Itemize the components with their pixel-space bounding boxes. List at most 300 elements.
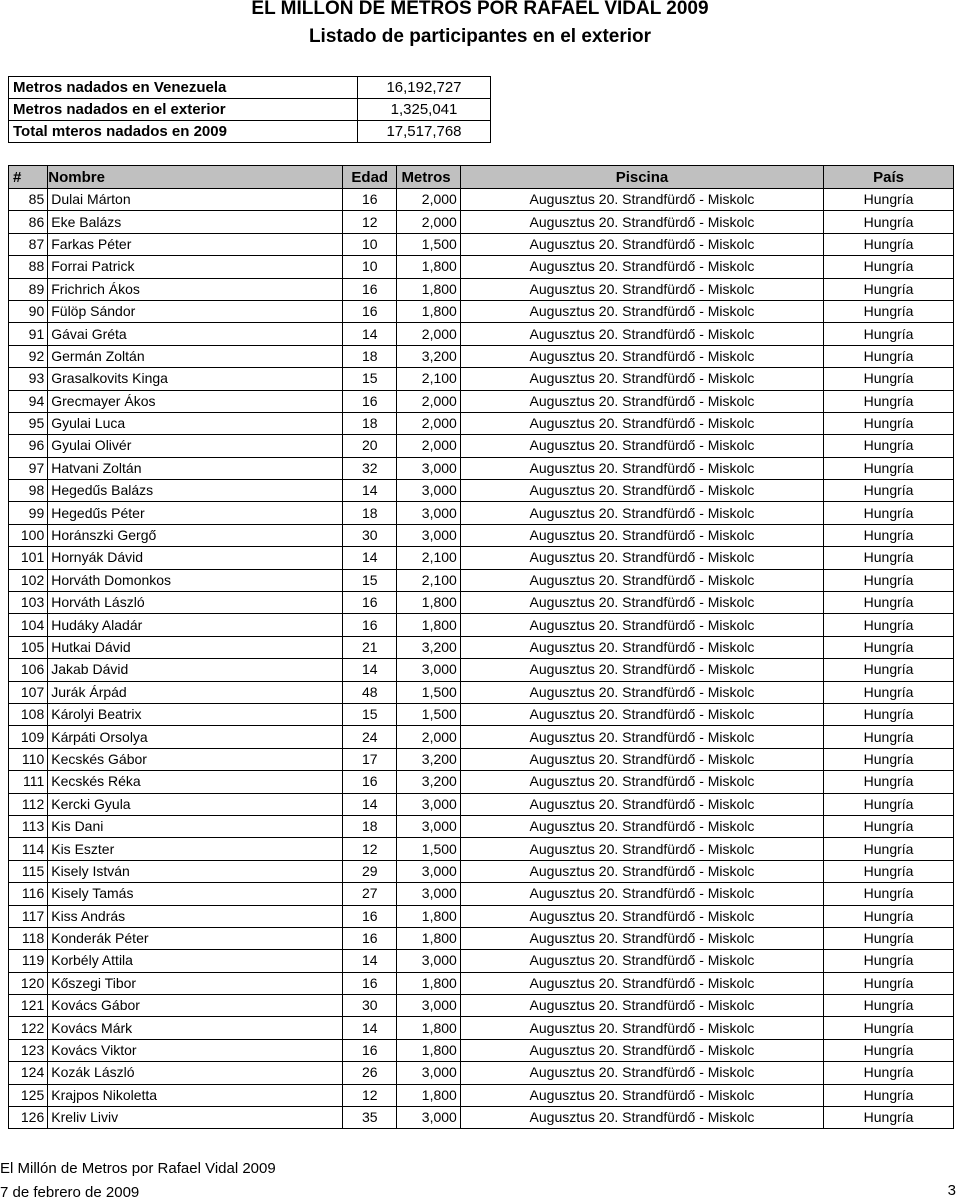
cell-name: Gávai Gréta (48, 323, 343, 345)
table-row (9, 905, 954, 927)
cell-age: 15 (343, 368, 397, 390)
cell-pool: Augusztus 20. Strandfürdő - Miskolc (460, 457, 823, 479)
table-row (9, 838, 954, 860)
cell-age: 15 (343, 569, 397, 591)
cell-meters: 1,500 (397, 681, 460, 703)
table-row (9, 435, 954, 457)
cell-num: 126 (9, 1107, 48, 1129)
table-row (9, 278, 954, 300)
table-row (9, 480, 954, 502)
cell-age: 30 (343, 524, 397, 546)
cell-country: Hungría (824, 883, 954, 905)
cell-num: 101 (9, 547, 48, 569)
cell-age: 16 (343, 278, 397, 300)
cell-age: 18 (343, 502, 397, 524)
cell-pool: Augusztus 20. Strandfürdő - Miskolc (460, 681, 823, 703)
cell-pool: Augusztus 20. Strandfürdő - Miskolc (460, 905, 823, 927)
summary-label: Metros nadados en el exterior (9, 99, 358, 121)
cell-country: Hungría (824, 927, 954, 949)
summary-value: 16,192,727 (358, 77, 491, 99)
footer-title: El Millón de Metros por Rafael Vidal 2009 (0, 1160, 276, 1177)
cell-age: 14 (343, 480, 397, 502)
cell-meters: 2,000 (397, 412, 460, 434)
cell-country: Hungría (824, 569, 954, 591)
cell-meters: 3,200 (397, 771, 460, 793)
cell-age: 12 (343, 838, 397, 860)
table-row (9, 659, 954, 681)
cell-country: Hungría (824, 435, 954, 457)
cell-age: 18 (343, 815, 397, 837)
cell-age: 35 (343, 1107, 397, 1129)
table-row (9, 569, 954, 591)
cell-name: Hornyák Dávid (48, 547, 343, 569)
cell-meters: 2,000 (397, 726, 460, 748)
cell-country: Hungría (824, 771, 954, 793)
cell-name: Kárpáti Orsolya (48, 726, 343, 748)
table-row (9, 1039, 954, 1061)
cell-country: Hungría (824, 972, 954, 994)
cell-num: 85 (9, 189, 48, 211)
cell-meters: 3,200 (397, 636, 460, 658)
cell-country: Hungría (824, 793, 954, 815)
page-number: 3 (947, 1182, 956, 1199)
cell-num: 93 (9, 368, 48, 390)
cell-age: 16 (343, 614, 397, 636)
table-row (9, 547, 954, 569)
cell-country: Hungría (824, 726, 954, 748)
cell-age: 14 (343, 323, 397, 345)
cell-meters: 3,000 (397, 1107, 460, 1129)
cell-pool: Augusztus 20. Strandfürdő - Miskolc (460, 256, 823, 278)
cell-num: 87 (9, 233, 48, 255)
cell-pool: Augusztus 20. Strandfürdő - Miskolc (460, 368, 823, 390)
cell-meters: 2,100 (397, 569, 460, 591)
cell-meters: 1,800 (397, 592, 460, 614)
table-row (9, 256, 954, 278)
cell-num: 90 (9, 300, 48, 322)
cell-name: Kovács Márk (48, 1017, 343, 1039)
cell-pool: Augusztus 20. Strandfürdő - Miskolc (460, 838, 823, 860)
cell-num: 107 (9, 681, 48, 703)
cell-name: Grasalkovits Kinga (48, 368, 343, 390)
cell-name: Kis Dani (48, 815, 343, 837)
cell-name: Kőszegi Tibor (48, 972, 343, 994)
header-num: # (9, 166, 48, 189)
cell-country: Hungría (824, 189, 954, 211)
cell-pool: Augusztus 20. Strandfürdő - Miskolc (460, 569, 823, 591)
cell-meters: 3,200 (397, 748, 460, 770)
table-row (9, 368, 954, 390)
table-header-row (9, 166, 954, 189)
table-row (9, 815, 954, 837)
cell-name: Dulai Márton (48, 189, 343, 211)
cell-meters: 1,800 (397, 905, 460, 927)
cell-num: 114 (9, 838, 48, 860)
cell-country: Hungría (824, 815, 954, 837)
cell-country: Hungría (824, 547, 954, 569)
cell-meters: 3,000 (397, 995, 460, 1017)
cell-age: 10 (343, 256, 397, 278)
cell-meters: 2,000 (397, 390, 460, 412)
cell-name: Horváth Domonkos (48, 569, 343, 591)
table-row (9, 771, 954, 793)
header-country: País (824, 166, 954, 189)
cell-num: 91 (9, 323, 48, 345)
cell-age: 16 (343, 972, 397, 994)
document-subtitle: Listado de participantes en el exterior (308, 26, 652, 47)
table-row (9, 636, 954, 658)
table-row (9, 502, 954, 524)
cell-num: 92 (9, 345, 48, 367)
cell-meters: 1,800 (397, 972, 460, 994)
table-row (9, 189, 954, 211)
cell-pool: Augusztus 20. Strandfürdő - Miskolc (460, 815, 823, 837)
table-row (9, 233, 954, 255)
header-name: Nombre (48, 166, 343, 189)
cell-pool: Augusztus 20. Strandfürdő - Miskolc (460, 233, 823, 255)
cell-meters: 1,500 (397, 233, 460, 255)
cell-age: 14 (343, 793, 397, 815)
cell-pool: Augusztus 20. Strandfürdő - Miskolc (460, 883, 823, 905)
cell-pool: Augusztus 20. Strandfürdő - Miskolc (460, 950, 823, 972)
cell-name: Gyulai Luca (48, 412, 343, 434)
cell-country: Hungría (824, 1062, 954, 1084)
cell-meters: 2,100 (397, 368, 460, 390)
cell-country: Hungría (824, 390, 954, 412)
cell-meters: 3,000 (397, 480, 460, 502)
cell-name: Germán Zoltán (48, 345, 343, 367)
cell-age: 48 (343, 681, 397, 703)
table-row (9, 457, 954, 479)
cell-country: Hungría (824, 211, 954, 233)
cell-age: 14 (343, 950, 397, 972)
cell-pool: Augusztus 20. Strandfürdő - Miskolc (460, 435, 823, 457)
cell-pool: Augusztus 20. Strandfürdő - Miskolc (460, 592, 823, 614)
table-row (9, 345, 954, 367)
cell-pool: Augusztus 20. Strandfürdő - Miskolc (460, 726, 823, 748)
cell-name: Kozák László (48, 1062, 343, 1084)
cell-name: Korbély Attila (48, 950, 343, 972)
cell-num: 99 (9, 502, 48, 524)
table-row (9, 860, 954, 882)
cell-age: 16 (343, 771, 397, 793)
cell-pool: Augusztus 20. Strandfürdő - Miskolc (460, 278, 823, 300)
cell-pool: Augusztus 20. Strandfürdő - Miskolc (460, 502, 823, 524)
cell-age: 12 (343, 211, 397, 233)
summary-label: Metros nadados en Venezuela (9, 77, 358, 99)
cell-age: 18 (343, 345, 397, 367)
cell-pool: Augusztus 20. Strandfürdő - Miskolc (460, 412, 823, 434)
summary-row (9, 121, 491, 143)
cell-name: Horváth László (48, 592, 343, 614)
cell-pool: Augusztus 20. Strandfürdő - Miskolc (460, 793, 823, 815)
table-row (9, 211, 954, 233)
cell-pool: Augusztus 20. Strandfürdő - Miskolc (460, 659, 823, 681)
table-row (9, 300, 954, 322)
cell-pool: Augusztus 20. Strandfürdő - Miskolc (460, 995, 823, 1017)
cell-name: Fülöp Sándor (48, 300, 343, 322)
cell-country: Hungría (824, 256, 954, 278)
table-row (9, 972, 954, 994)
cell-num: 119 (9, 950, 48, 972)
cell-pool: Augusztus 20. Strandfürdő - Miskolc (460, 1107, 823, 1129)
cell-name: Horánszki Gergő (48, 524, 343, 546)
cell-age: 16 (343, 300, 397, 322)
cell-num: 116 (9, 883, 48, 905)
cell-num: 105 (9, 636, 48, 658)
cell-name: Krajpos Nikoletta (48, 1084, 343, 1106)
cell-num: 122 (9, 1017, 48, 1039)
cell-meters: 1,800 (397, 927, 460, 949)
cell-meters: 2,000 (397, 323, 460, 345)
cell-name: Kis Eszter (48, 838, 343, 860)
cell-name: Farkas Péter (48, 233, 343, 255)
cell-age: 10 (343, 233, 397, 255)
cell-meters: 1,800 (397, 256, 460, 278)
cell-country: Hungría (824, 905, 954, 927)
table-row (9, 1084, 954, 1106)
cell-age: 16 (343, 905, 397, 927)
table-row (9, 883, 954, 905)
cell-pool: Augusztus 20. Strandfürdő - Miskolc (460, 860, 823, 882)
cell-age: 16 (343, 189, 397, 211)
cell-meters: 1,800 (397, 1084, 460, 1106)
table-row (9, 681, 954, 703)
cell-name: Kecskés Gábor (48, 748, 343, 770)
cell-num: 124 (9, 1062, 48, 1084)
cell-country: Hungría (824, 524, 954, 546)
cell-country: Hungría (824, 614, 954, 636)
cell-age: 14 (343, 1017, 397, 1039)
cell-name: Hatvani Zoltán (48, 457, 343, 479)
cell-num: 102 (9, 569, 48, 591)
cell-pool: Augusztus 20. Strandfürdő - Miskolc (460, 1017, 823, 1039)
cell-meters: 1,800 (397, 278, 460, 300)
cell-age: 14 (343, 659, 397, 681)
cell-pool: Augusztus 20. Strandfürdő - Miskolc (460, 211, 823, 233)
cell-age: 27 (343, 883, 397, 905)
cell-name: Kisely Tamás (48, 883, 343, 905)
cell-meters: 1,800 (397, 1039, 460, 1061)
cell-age: 16 (343, 1039, 397, 1061)
cell-country: Hungría (824, 345, 954, 367)
cell-country: Hungría (824, 681, 954, 703)
cell-name: Forrai Patrick (48, 256, 343, 278)
table-row (9, 614, 954, 636)
cell-num: 117 (9, 905, 48, 927)
cell-meters: 3,000 (397, 883, 460, 905)
cell-name: Kovács Gábor (48, 995, 343, 1017)
cell-country: Hungría (824, 1039, 954, 1061)
cell-num: 86 (9, 211, 48, 233)
cell-name: Eke Balázs (48, 211, 343, 233)
cell-name: Kecskés Réka (48, 771, 343, 793)
cell-pool: Augusztus 20. Strandfürdő - Miskolc (460, 345, 823, 367)
cell-age: 26 (343, 1062, 397, 1084)
cell-country: Hungría (824, 1107, 954, 1129)
table-row (9, 748, 954, 770)
summary-table (8, 76, 491, 143)
table-row (9, 793, 954, 815)
cell-pool: Augusztus 20. Strandfürdő - Miskolc (460, 748, 823, 770)
cell-meters: 3,200 (397, 345, 460, 367)
header-meters: Metros (397, 166, 460, 189)
cell-name: Károlyi Beatrix (48, 703, 343, 725)
cell-num: 96 (9, 435, 48, 457)
table-row (9, 390, 954, 412)
cell-name: Jakab Dávid (48, 659, 343, 681)
cell-num: 98 (9, 480, 48, 502)
cell-num: 115 (9, 860, 48, 882)
cell-pool: Augusztus 20. Strandfürdő - Miskolc (460, 323, 823, 345)
cell-country: Hungría (824, 480, 954, 502)
cell-meters: 1,800 (397, 614, 460, 636)
table-row (9, 995, 954, 1017)
cell-num: 113 (9, 815, 48, 837)
cell-name: Grecmayer Ákos (48, 390, 343, 412)
cell-meters: 1,500 (397, 703, 460, 725)
summary-label: Total mteros nadados en 2009 (9, 121, 358, 143)
cell-num: 111 (9, 771, 48, 793)
cell-num: 95 (9, 412, 48, 434)
summary-row (9, 77, 491, 99)
cell-num: 97 (9, 457, 48, 479)
cell-pool: Augusztus 20. Strandfürdő - Miskolc (460, 614, 823, 636)
cell-meters: 2,100 (397, 547, 460, 569)
cell-age: 12 (343, 1084, 397, 1106)
cell-num: 112 (9, 793, 48, 815)
cell-num: 121 (9, 995, 48, 1017)
table-row (9, 1107, 954, 1129)
cell-country: Hungría (824, 412, 954, 434)
cell-country: Hungría (824, 592, 954, 614)
cell-age: 14 (343, 547, 397, 569)
cell-meters: 3,000 (397, 1062, 460, 1084)
table-row (9, 927, 954, 949)
table-row (9, 1017, 954, 1039)
cell-age: 30 (343, 995, 397, 1017)
cell-pool: Augusztus 20. Strandfürdő - Miskolc (460, 703, 823, 725)
cell-pool: Augusztus 20. Strandfürdő - Miskolc (460, 636, 823, 658)
cell-country: Hungría (824, 300, 954, 322)
cell-pool: Augusztus 20. Strandfürdő - Miskolc (460, 1062, 823, 1084)
cell-pool: Augusztus 20. Strandfürdő - Miskolc (460, 480, 823, 502)
cell-age: 20 (343, 435, 397, 457)
summary-value: 17,517,768 (358, 121, 491, 143)
cell-num: 125 (9, 1084, 48, 1106)
participants-table (8, 165, 954, 1129)
cell-country: Hungría (824, 502, 954, 524)
table-row (9, 412, 954, 434)
cell-name: Hudáky Aladár (48, 614, 343, 636)
cell-country: Hungría (824, 659, 954, 681)
table-row (9, 323, 954, 345)
cell-pool: Augusztus 20. Strandfürdő - Miskolc (460, 524, 823, 546)
cell-num: 89 (9, 278, 48, 300)
cell-meters: 3,000 (397, 457, 460, 479)
cell-num: 109 (9, 726, 48, 748)
cell-meters: 1,800 (397, 300, 460, 322)
cell-pool: Augusztus 20. Strandfürdő - Miskolc (460, 189, 823, 211)
cell-meters: 3,000 (397, 793, 460, 815)
table-row (9, 592, 954, 614)
table-row (9, 703, 954, 725)
cell-name: Hegedűs Péter (48, 502, 343, 524)
cell-pool: Augusztus 20. Strandfürdő - Miskolc (460, 972, 823, 994)
summary-value: 1,325,041 (358, 99, 491, 121)
table-row (9, 950, 954, 972)
cell-num: 103 (9, 592, 48, 614)
cell-age: 17 (343, 748, 397, 770)
cell-pool: Augusztus 20. Strandfürdő - Miskolc (460, 1039, 823, 1061)
cell-country: Hungría (824, 368, 954, 390)
cell-country: Hungría (824, 860, 954, 882)
cell-name: Kercki Gyula (48, 793, 343, 815)
cell-age: 21 (343, 636, 397, 658)
cell-age: 29 (343, 860, 397, 882)
cell-country: Hungría (824, 1084, 954, 1106)
cell-num: 100 (9, 524, 48, 546)
cell-country: Hungría (824, 995, 954, 1017)
cell-meters: 2,000 (397, 189, 460, 211)
cell-country: Hungría (824, 838, 954, 860)
cell-num: 120 (9, 972, 48, 994)
cell-country: Hungría (824, 323, 954, 345)
cell-age: 32 (343, 457, 397, 479)
cell-meters: 1,800 (397, 1017, 460, 1039)
header-age: Edad (343, 166, 397, 189)
cell-num: 104 (9, 614, 48, 636)
cell-meters: 2,000 (397, 435, 460, 457)
cell-name: Hegedűs Balázs (48, 480, 343, 502)
header-pool: Piscina (460, 166, 823, 189)
cell-country: Hungría (824, 703, 954, 725)
cell-num: 110 (9, 748, 48, 770)
document-title: EL MILLON DE METROS POR RAFAEL VIDAL 2009 (251, 0, 709, 19)
summary-row (9, 99, 491, 121)
cell-name: Jurák Árpád (48, 681, 343, 703)
cell-age: 16 (343, 592, 397, 614)
cell-pool: Augusztus 20. Strandfürdő - Miskolc (460, 547, 823, 569)
cell-name: Hutkai Dávid (48, 636, 343, 658)
cell-country: Hungría (824, 1017, 954, 1039)
cell-age: 16 (343, 927, 397, 949)
cell-name: Kisely István (48, 860, 343, 882)
cell-pool: Augusztus 20. Strandfürdő - Miskolc (460, 1084, 823, 1106)
cell-pool: Augusztus 20. Strandfürdő - Miskolc (460, 390, 823, 412)
cell-meters: 3,000 (397, 524, 460, 546)
cell-age: 24 (343, 726, 397, 748)
cell-pool: Augusztus 20. Strandfürdő - Miskolc (460, 300, 823, 322)
cell-country: Hungría (824, 457, 954, 479)
cell-name: Kiss András (48, 905, 343, 927)
cell-pool: Augusztus 20. Strandfürdő - Miskolc (460, 771, 823, 793)
cell-name: Gyulai Olivér (48, 435, 343, 457)
table-row (9, 726, 954, 748)
footer-date: 7 de febrero de 2009 (0, 1184, 140, 1201)
cell-meters: 2,000 (397, 211, 460, 233)
cell-name: Kreliv Liviv (48, 1107, 343, 1129)
cell-age: 18 (343, 412, 397, 434)
cell-num: 94 (9, 390, 48, 412)
cell-country: Hungría (824, 748, 954, 770)
cell-name: Frichrich Ákos (48, 278, 343, 300)
cell-name: Kovács Viktor (48, 1039, 343, 1061)
cell-meters: 3,000 (397, 950, 460, 972)
cell-country: Hungría (824, 950, 954, 972)
cell-num: 88 (9, 256, 48, 278)
cell-country: Hungría (824, 233, 954, 255)
